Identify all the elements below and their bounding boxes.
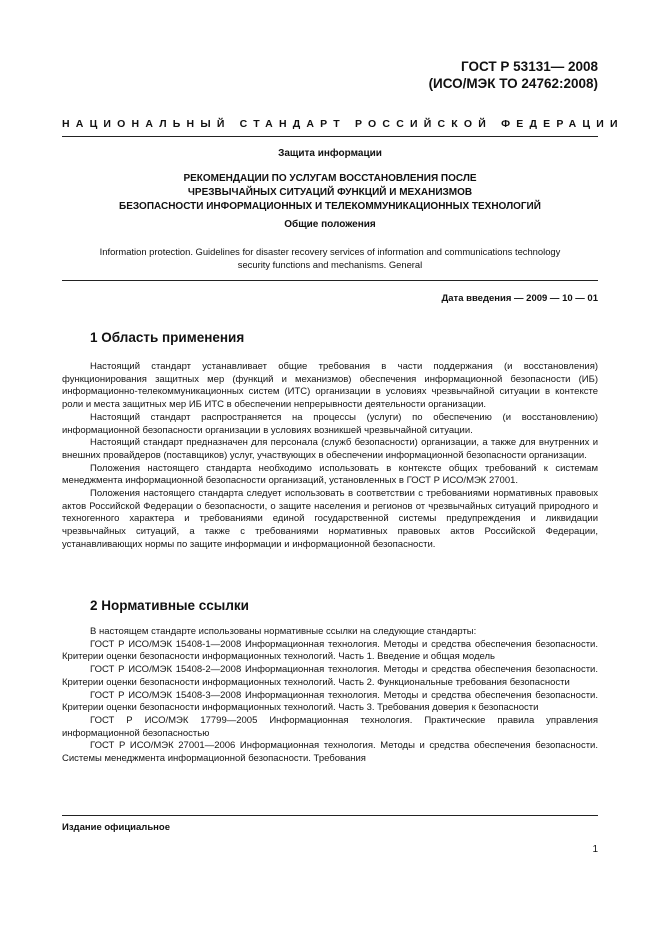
national-standard-banner: НАЦИОНАЛЬНЫЙ СТАНДАРТ РОССИЙСКОЙ ФЕДЕРАЦИИ xyxy=(62,118,624,130)
title-line: ЧРЕЗВЫЧАЙНЫХ СИТУАЦИЙ ФУНКЦИЙ И МЕХАНИЗМОВ xyxy=(187,187,473,198)
iso-equivalent: (ИСО/МЭК ТО 24762:2008) xyxy=(428,76,598,91)
title-line: РЕКОМЕНДАЦИИ ПО УСЛУГАМ ВОССТАНОВЛЕНИЯ ПОСЛЕ xyxy=(183,173,477,184)
paragraph: Положения настоящего стандарта следует использовать в соответствии с требованиями нормативных правовых актов Российской Федерации о безопасности, о защите населения и регионов от чрезвычайных ситуаций природного и техногенного характера и требованиями единой государственной системы предупреждения и ликвидации чрезвычайных ситуаций, а также с требованиями нормативных правовых актов Российской Федерации, устанавливающих нормы по защите информации и информационной безопасности. xyxy=(62,488,598,550)
paragraph: Настоящий стандарт распространяется на процессы (услуги) по обеспечению (и восстановлению) информационной безопасности организации в условиях возникшей чрезвычайной ситуации. xyxy=(62,411,598,436)
introduction-date: Дата введения — 2009 — 10 — 01 xyxy=(441,293,598,304)
reference-item: ГОСТ Р ИСО/МЭК 15408-2—2008 Информационная технология. Методы и средства обеспечения безопасности. Критерии оценки безопасности информационных технологий. Часть 2. Функциональные требования безопасности xyxy=(62,664,598,688)
official-edition: Издание официальное xyxy=(62,822,170,833)
document-title xyxy=(62,172,598,214)
title-divider xyxy=(62,280,598,281)
banner-divider xyxy=(62,136,598,137)
general-provisions: Общие положения xyxy=(284,219,376,230)
paragraph: Настоящий стандарт устанавливает общие требования в части поддержания (и восстановления) функционирования защитных мер (функций и механизмов) обеспечения информационной безопасности (ИБ) информационно-телекоммуникационных систем (ИТС) организации в условиях чрезвычайной ситуации в контексте роли и места защитных мер ИБ ИТС в обеспечении непрерывности деятельности организации. xyxy=(62,361,598,411)
section-1-body xyxy=(62,361,598,552)
english-title xyxy=(62,245,598,271)
section-2-heading: 2 Нормативные ссылки xyxy=(90,598,249,613)
reference-item: ГОСТ Р ИСО/МЭК 17799—2005 Информационная технология. Практические правила управления информационной безопасностью xyxy=(62,714,598,739)
standard-number: ГОСТ Р 53131— 2008 xyxy=(461,59,598,74)
subject-heading: Защита информации xyxy=(278,148,382,159)
standard-number-block xyxy=(429,58,598,92)
reference-item: ГОСТ Р ИСО/МЭК 15408-3—2008 Информационная технология. Методы и средства обеспечения безопасности. Критерии оценки безопасности информационных технологий. Часть 3. Требования доверия к безопасности xyxy=(62,689,598,714)
paragraph: Настоящий стандарт предназначен для персонала (служб безопасности) организации, а также для внутренних и внешних провайдеров (поставщиков) услуг, участвующих в обеспечении информационной безопасности организации. xyxy=(62,437,598,461)
reference-item: ГОСТ Р ИСО/МЭК 15408-1—2008 Информационная технология. Методы и средства обеспечения безопасности. Критерии оценки безопасности информационных технологий. Часть 1. Введение и общая модель xyxy=(62,638,598,663)
title-line: БЕЗОПАСНОСТИ ИНФОРМАЦИОННЫХ И ТЕЛЕКОММУНИКАЦИОННЫХ ТЕХНОЛОГИЙ xyxy=(119,201,541,212)
english-title-line: Information protection. Guidelines for disaster recovery services of information and communications technology xyxy=(99,246,561,257)
english-title-line: security functions and mechanisms. General xyxy=(237,259,423,270)
footer-divider xyxy=(62,815,598,816)
page-number: 1 xyxy=(592,844,598,855)
paragraph: Положения настоящего стандарта необходимо использовать в контексте общих требований к системам менеджмента информационной безопасности организаций, установленных в ГОСТ Р ИСО/МЭК 27001. xyxy=(62,462,598,487)
reference-item: ГОСТ Р ИСО/МЭК 27001—2006 Информационная технология. Методы и средства обеспечения безопасности. Системы менеджмента информационной безопасности. Требования xyxy=(62,740,598,765)
section-2-body xyxy=(62,626,598,766)
paragraph: В настоящем стандарте использованы нормативные ссылки на следующие стандарты: xyxy=(90,626,477,637)
section-1-heading: 1 Область применения xyxy=(90,330,245,345)
